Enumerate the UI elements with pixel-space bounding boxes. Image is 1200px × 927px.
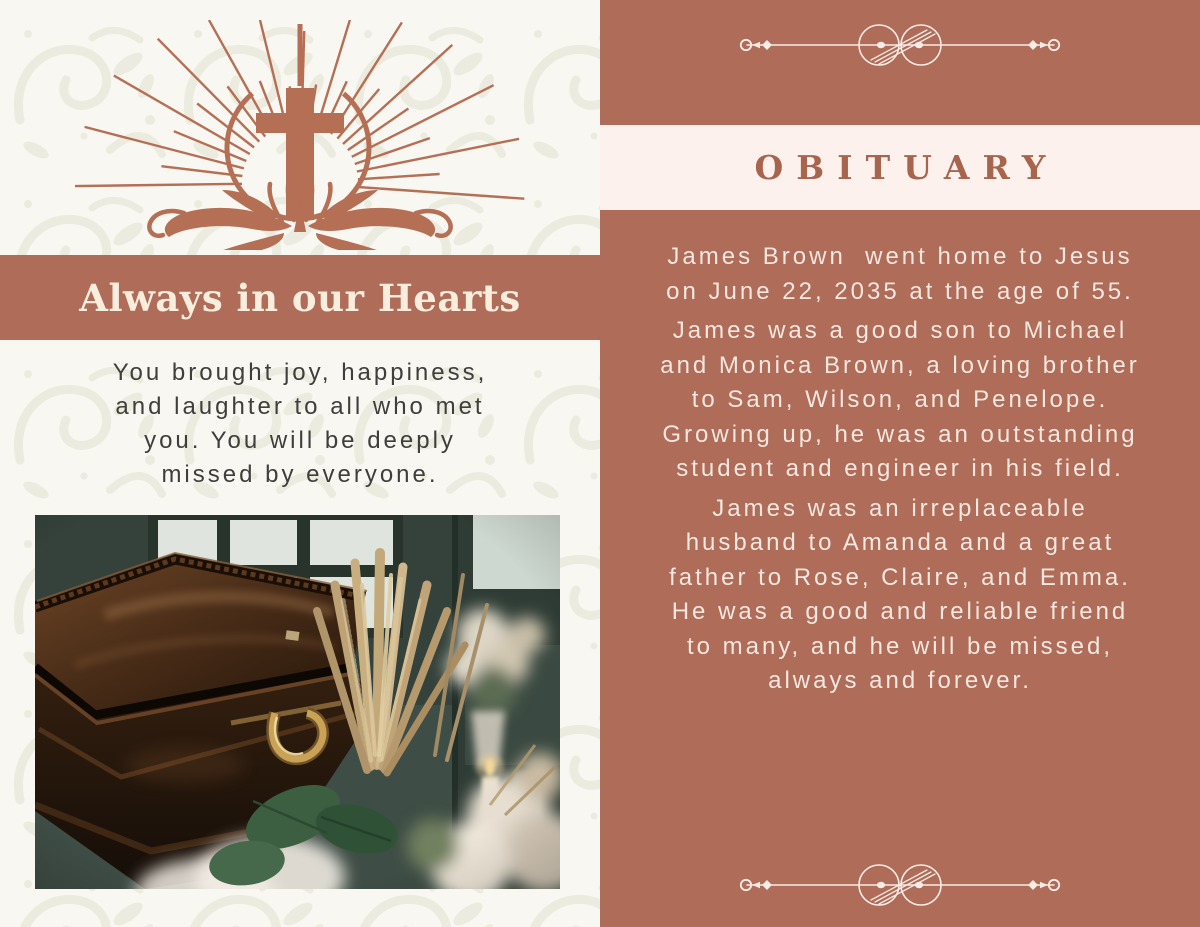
tribute-text: You brought joy, happiness, and laughter to all who met you. You will be deeply missed by everyone. [112, 359, 488, 488]
obituary-header-band [600, 125, 1200, 210]
flourish-icon [733, 859, 1067, 911]
cross-rays-emblem [70, 20, 530, 250]
casket-photo [35, 515, 560, 889]
casket-photo-illustration [35, 515, 560, 889]
obituary-paragraph-3: James was an irreplaceable husband to Amanda and a great father to Rose, Claire, and Emma. He was a good and reliable friend to many, and he will be missed, always and forever. [669, 494, 1131, 694]
memorial-title: Always in our Hearts [79, 275, 521, 320]
flourish-divider-top [733, 19, 1067, 71]
cross-icon [70, 20, 530, 250]
flourish-icon [733, 19, 1067, 71]
obituary-paragraph-1: James Brown went home to Jesus on June 22, 2035 at the age of 55. [666, 243, 1134, 305]
title-banner [0, 255, 600, 340]
obituary-paragraph-2: James was a good son to Michael and Monica Brown, a loving brother to Sam, Wilson, and Penelope. Growing up, he was an outstanding student and engineer in his field. [660, 317, 1140, 482]
obituary-body [630, 240, 1170, 704]
obituary-heading: OBITUARY [754, 148, 1059, 187]
flourish-divider-bottom [733, 859, 1067, 911]
right-panel [600, 0, 1200, 927]
